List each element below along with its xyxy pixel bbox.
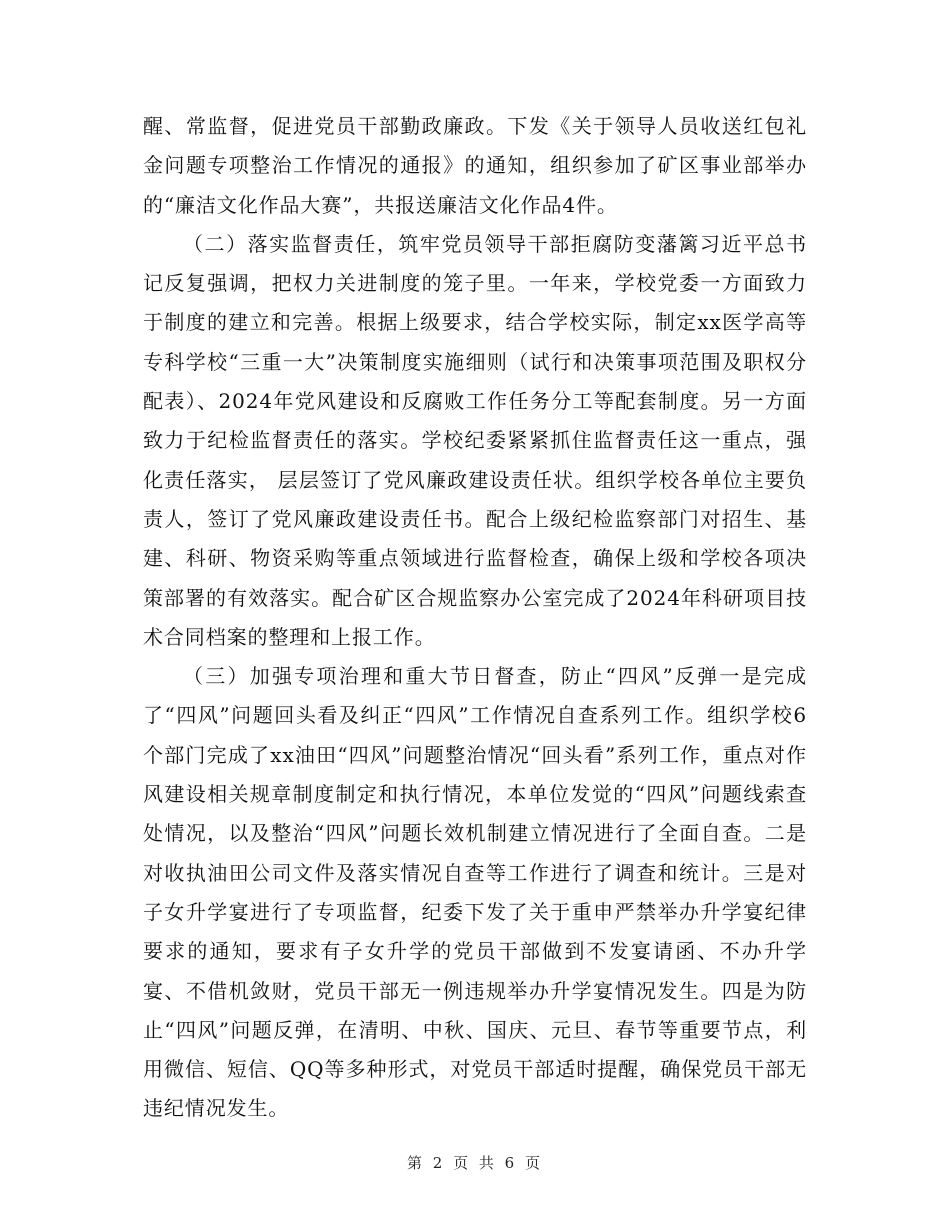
paragraph-four-winds-governance: （三）加强专项治理和重大节日督查，防止“四风”反弹一是完成了“四风”问题回头看及纠正“四风”工作情况自查系列工作。组织学校6个部门完成了xx油田“四风”问题整治情况“回头看”系列工作，重点对作风建设相关规章制度制定和执行情况，本单位发觉的“四风”问题线索查处情况，以及整治“四风”问题长效机制建立情况进行了全面自查。二是对收执油田公司文件及落实情况自查等工作进行了调查和统计。三是对子女升学宴进行了专项监督，纪委下发了关于重申严禁举办升学宴纪律要求的通知，要求有子女升学的党员干部做到不发宴请函、不办升学宴、不借机敛财，党员干部无一例违规举办升学宴情况发生。四是为防止“四风”问题反弹，在清明、中秋、国庆、元旦、春节等重要节点，利用微信、短信、QQ等多种形式，对党员干部适时提醒，确保党员干部无违纪情况发生。 (143, 664, 807, 1121)
current-page-number: 2 (432, 1154, 446, 1172)
footer-prefix: 第 (406, 1154, 425, 1172)
footer-suffix: 页 (525, 1154, 544, 1172)
footer-middle: 页 共 (453, 1154, 497, 1172)
page-footer (0, 1152, 950, 1173)
paragraph-continuation: 醒、常监督，促进党员干部勤政廉政。下发《关于领导人员收送红包礼金问题专项整治工作情况的通报》的通知，组织参加了矿区事业部举办的“廉洁文化作品大赛”，共报送廉洁文化作品4件。 (143, 114, 807, 217)
total-page-count: 6 (504, 1154, 518, 1172)
document-body (143, 107, 807, 1129)
paragraph-supervision-responsibility: （二）落实监督责任，筑牢党员领导干部拒腐防变藩篱习近平总书记反复强调，把权力关进制度的笼子里。一年来，学校党委一方面致力于制度的建立和完善。根据上级要求，结合学校实际，制定xx医学高等专科学校“三重一大”决策制度实施细则（试行和决策事项范围及职权分配表）、2024年党风建设和反腐败工作任务分工等配套制度。另一方面致力于纪检监督责任的落实。学校纪委紧紧抓住监督责任这一重点，强化责任落实， 层层签订了党风廉政建设责任状。组织学校各单位主要负责人，签订了党风廉政建设责任书。配合上级纪检监察部门对招生、基建、科研、物资采购等重点领域进行监督检查，确保上级和学校各项决策部署的有效落实。配合矿区合规监察办公室完成了2024年科研项目技术合同档案的整理和上报工作。 (143, 231, 807, 649)
